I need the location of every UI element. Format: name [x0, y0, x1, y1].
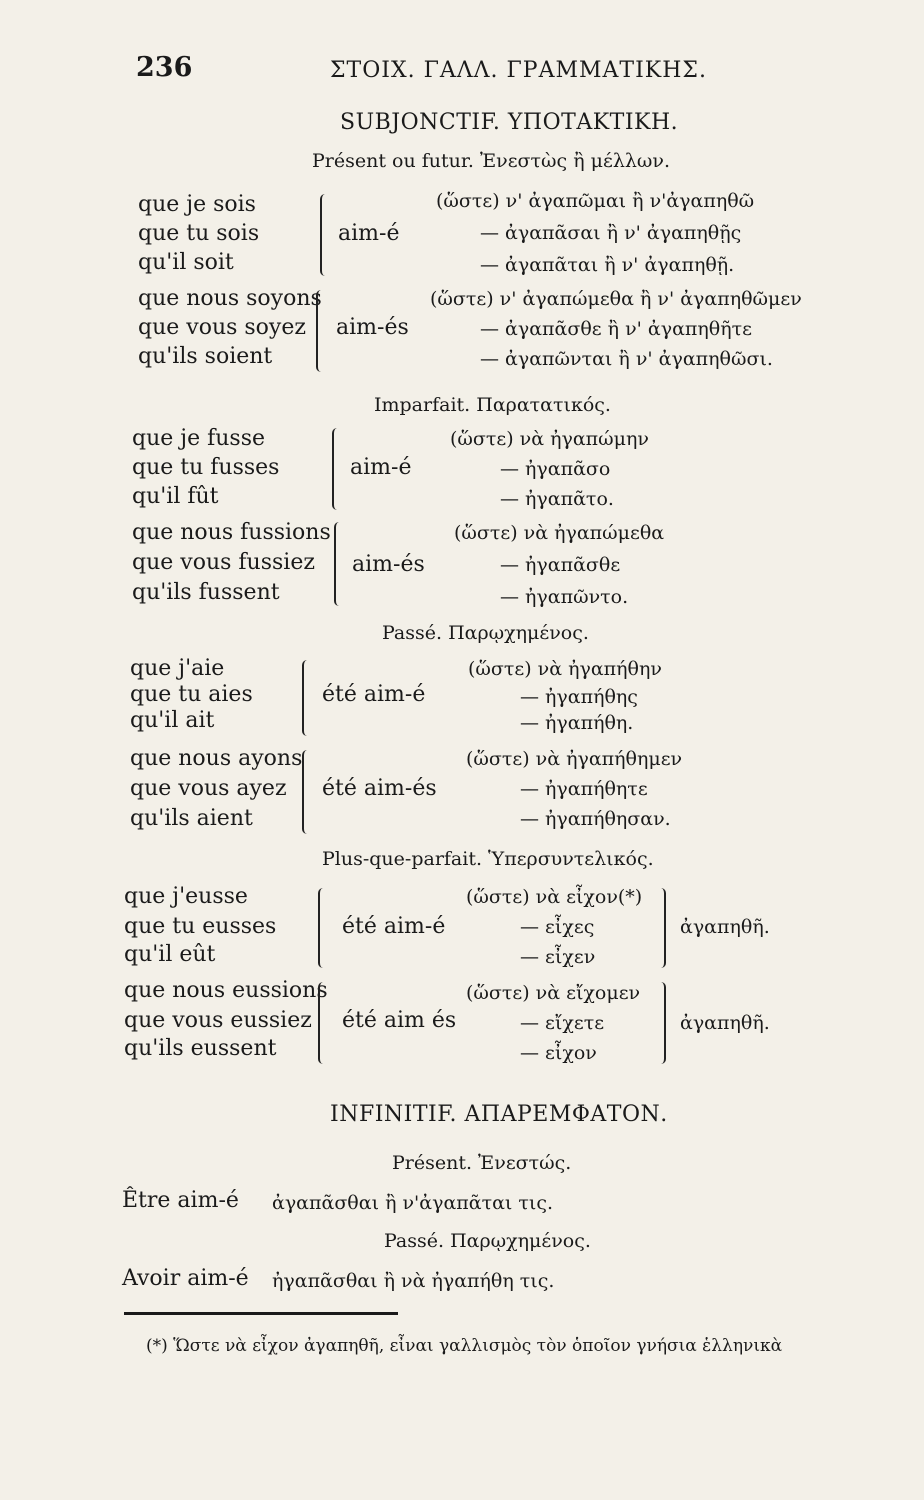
gr-form: — ἀγαπᾶσθε ἢ ν' ἀγαπηθῆτε — [480, 318, 752, 340]
gr-form: (ὥστε) ν' ἀγαπώμεθα ἢ ν' ἀγαπηθῶμεν — [430, 288, 802, 310]
gr-form: — ἠγαπήθη. — [520, 712, 634, 734]
gr-form: (ὥστε) νὰ ἠγαπήθημεν — [466, 748, 683, 770]
gr-form: (ὥστε) ν' ἀγαπῶμαι ἢ ν'ἀγαπηθῶ — [436, 190, 755, 212]
fr-form: que vous eussiez — [124, 1008, 312, 1033]
fr-form: que j'aie — [130, 656, 225, 681]
gr-form-right: ἀγαπηθῆ. — [680, 1012, 770, 1034]
gr-form: — ἠγαπᾶτο. — [500, 488, 614, 510]
gr-form: — εἶχεν — [520, 946, 596, 968]
fr-form: que tu aies — [130, 682, 253, 707]
gr-form: (ὥστε) νὰ εἶχον(*) — [466, 886, 643, 908]
gr-form: — ἀγαπῶνται ἢ ν' ἀγαπηθῶσι. — [480, 348, 773, 370]
fr-form: qu'ils fussent — [132, 580, 280, 605]
gr-form: — ἀγαπᾶται ἢ ν' ἀγαπηθῇ. — [480, 254, 735, 276]
tense-title-infinitif-passe: Passé. Παρῳχημένος. — [384, 1230, 591, 1252]
participle: été aim-és — [322, 776, 437, 801]
infinitif-passe-fr: Avoir aim-é — [122, 1266, 249, 1291]
tense-title-passe: Passé. Παρῳχημένος. — [382, 622, 589, 644]
participle: été aim és — [342, 1008, 457, 1033]
fr-form: que j'eusse — [124, 884, 248, 909]
gr-form: — ἠγαπήθης — [520, 686, 638, 708]
fr-form: qu'il eût — [124, 942, 216, 967]
section-heading-infinitif: INFINITIF. ΑΠΑΡΕΜΦΑΤΟΝ. — [330, 1102, 668, 1127]
gr-form: — εἶχες — [520, 916, 595, 938]
fr-form: que vous soyez — [138, 315, 306, 340]
fr-form: que nous fussions — [132, 520, 331, 545]
brace-left — [318, 888, 328, 968]
brace-left — [316, 290, 326, 372]
brace-left — [302, 660, 312, 736]
gr-form: — εἴχετε — [520, 1012, 605, 1034]
fr-form: qu'ils soient — [138, 344, 273, 369]
participle: aim-és — [336, 315, 409, 340]
fr-form: que nous soyons — [138, 286, 322, 311]
gr-form: — ἠγαπήθησαν. — [520, 808, 671, 830]
gr-form: — ἀγαπᾶσαι ἢ ν' ἀγαπηθῇς — [480, 222, 742, 244]
gr-form: — ἠγαπήθητε — [520, 778, 648, 800]
tense-title-present: Présent ou futur. Ἐνεστὼς ἢ μέλλων. — [312, 150, 670, 172]
infinitif-passe-gr: ἠγαπᾶσθαι ἢ νὰ ἠγαπήθη τις. — [272, 1270, 555, 1292]
gr-form: (ὥστε) νὰ εἴχομεν — [466, 982, 641, 1004]
gr-form-right: ἀγαπηθῆ. — [680, 916, 770, 938]
brace-right — [656, 982, 666, 1064]
gr-form: — ἠγαπᾶσο — [500, 458, 611, 480]
fr-form: qu'il fût — [132, 484, 219, 509]
gr-form: — ἠγαπᾶσθε — [500, 554, 621, 576]
tense-title-imparfait: Imparfait. Παρατατικός. — [374, 394, 611, 416]
fr-form: qu'ils eussent — [124, 1036, 277, 1061]
participle: été aim-é — [342, 914, 446, 939]
infinitif-present-fr: Être aim-é — [122, 1188, 239, 1213]
gr-form: (ὥστε) νὰ ἠγαπήθην — [468, 658, 662, 680]
participle: aim-é — [338, 221, 400, 246]
brace-left — [302, 750, 312, 834]
fr-form: que tu sois — [138, 221, 260, 246]
fr-form: que je sois — [138, 192, 256, 217]
brace-left — [332, 428, 342, 510]
gr-form: — εἶχον — [520, 1042, 597, 1064]
infinitif-present-gr: ἀγαπᾶσθαι ἢ ν'ἀγαπᾶται τις. — [272, 1192, 554, 1214]
brace-right — [656, 888, 666, 968]
fr-form: que tu eusses — [124, 914, 277, 939]
footnote: (*) Ὥστε νὰ εἶχον ἀγαπηθῆ, εἶναι γαλλισμὸς τὸν ὁποῖον γνήσια ἑλληνικὰ — [146, 1336, 783, 1356]
running-head: ΣΤΟΙΧ. ΓΑΛΛ. ΓΡΑΜΜΑΤΙΚΗΣ. — [330, 58, 707, 83]
brace-left — [334, 522, 344, 606]
page-number: 236 — [136, 52, 193, 83]
fr-form: qu'il soit — [138, 250, 234, 275]
tense-title-infinitif-present: Présent. Ἐνεστώς. — [392, 1152, 572, 1174]
fr-form: que nous ayons — [130, 746, 303, 771]
gr-form: (ὥστε) νὰ ἠγαπώμεθα — [454, 522, 665, 544]
fr-form: que tu fusses — [132, 455, 280, 480]
fr-form: que vous ayez — [130, 776, 287, 801]
participle: aim-é — [350, 455, 412, 480]
fr-form: que nous eussions — [124, 978, 328, 1003]
fr-form: qu'il ait — [130, 708, 215, 733]
section-heading-subjonctif: SUBJONCTIF. ΥΠΟΤΑΚΤΙΚΗ. — [340, 110, 679, 135]
brace-left — [320, 194, 330, 276]
participle: aim-és — [352, 552, 425, 577]
gr-form: (ὥστε) νὰ ἠγαπώμην — [450, 428, 649, 450]
fr-form: que vous fussiez — [132, 550, 315, 575]
fr-form: qu'ils aient — [130, 806, 253, 831]
brace-left — [318, 982, 328, 1064]
participle: été aim-é — [322, 682, 426, 707]
fr-form: que je fusse — [132, 426, 266, 451]
footnote-rule — [124, 1312, 398, 1315]
gr-form: — ἠγαπῶντο. — [500, 586, 629, 608]
tense-title-plusqueparfait: Plus-que-parfait. Ὑπερσυντελικός. — [322, 848, 654, 870]
